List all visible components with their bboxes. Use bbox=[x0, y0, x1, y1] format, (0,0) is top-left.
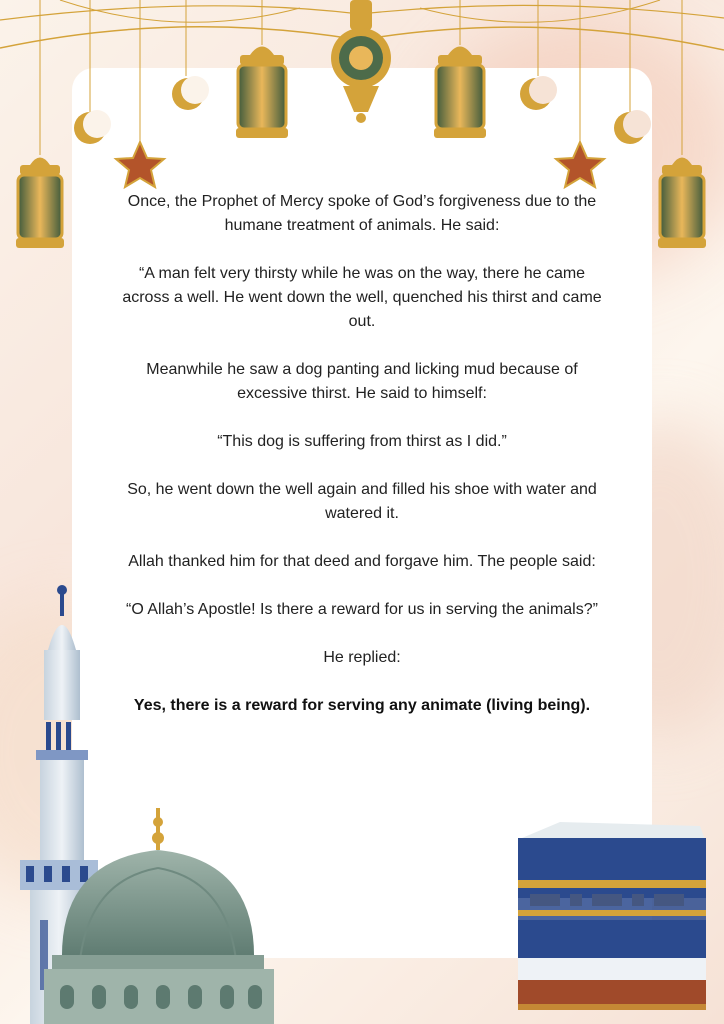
story-paragraph-6: Allah thanked him for that deed and forgave him. The people said: bbox=[128, 553, 596, 570]
story-paragraph-7: “O Allah’s Apostle! Is there a reward for us in serving the animals?” bbox=[126, 601, 598, 618]
lantern-icon bbox=[16, 158, 64, 249]
story-paragraph-1: Once, the Prophet of Mercy spoke of God’s forgiveness due to the humane treatment of animals. He said: bbox=[127, 193, 597, 234]
story-text bbox=[120, 190, 604, 742]
story-conclusion: Yes, there is a reward for serving any animate (living being). bbox=[133, 697, 591, 714]
story-paragraph-3: Meanwhile he saw a dog panting and licking mud because of excessive thirst. He said to himself: bbox=[146, 361, 578, 402]
story-paragraph-5: So, he went down the well again and filled his shoe with water and watered it. bbox=[127, 481, 597, 522]
garland-string bbox=[420, 0, 660, 22]
garland-string bbox=[60, 0, 300, 22]
story-paragraph-4: “This dog is suffering from thirst as I did.” bbox=[217, 433, 507, 450]
story-paragraph-2: “A man felt very thirsty while he was on the way, there he came across a well. He went down the well, quenched his thirst and came out. bbox=[122, 265, 602, 330]
garland-string bbox=[0, 5, 724, 20]
story-paragraph-8: He replied: bbox=[323, 649, 401, 666]
